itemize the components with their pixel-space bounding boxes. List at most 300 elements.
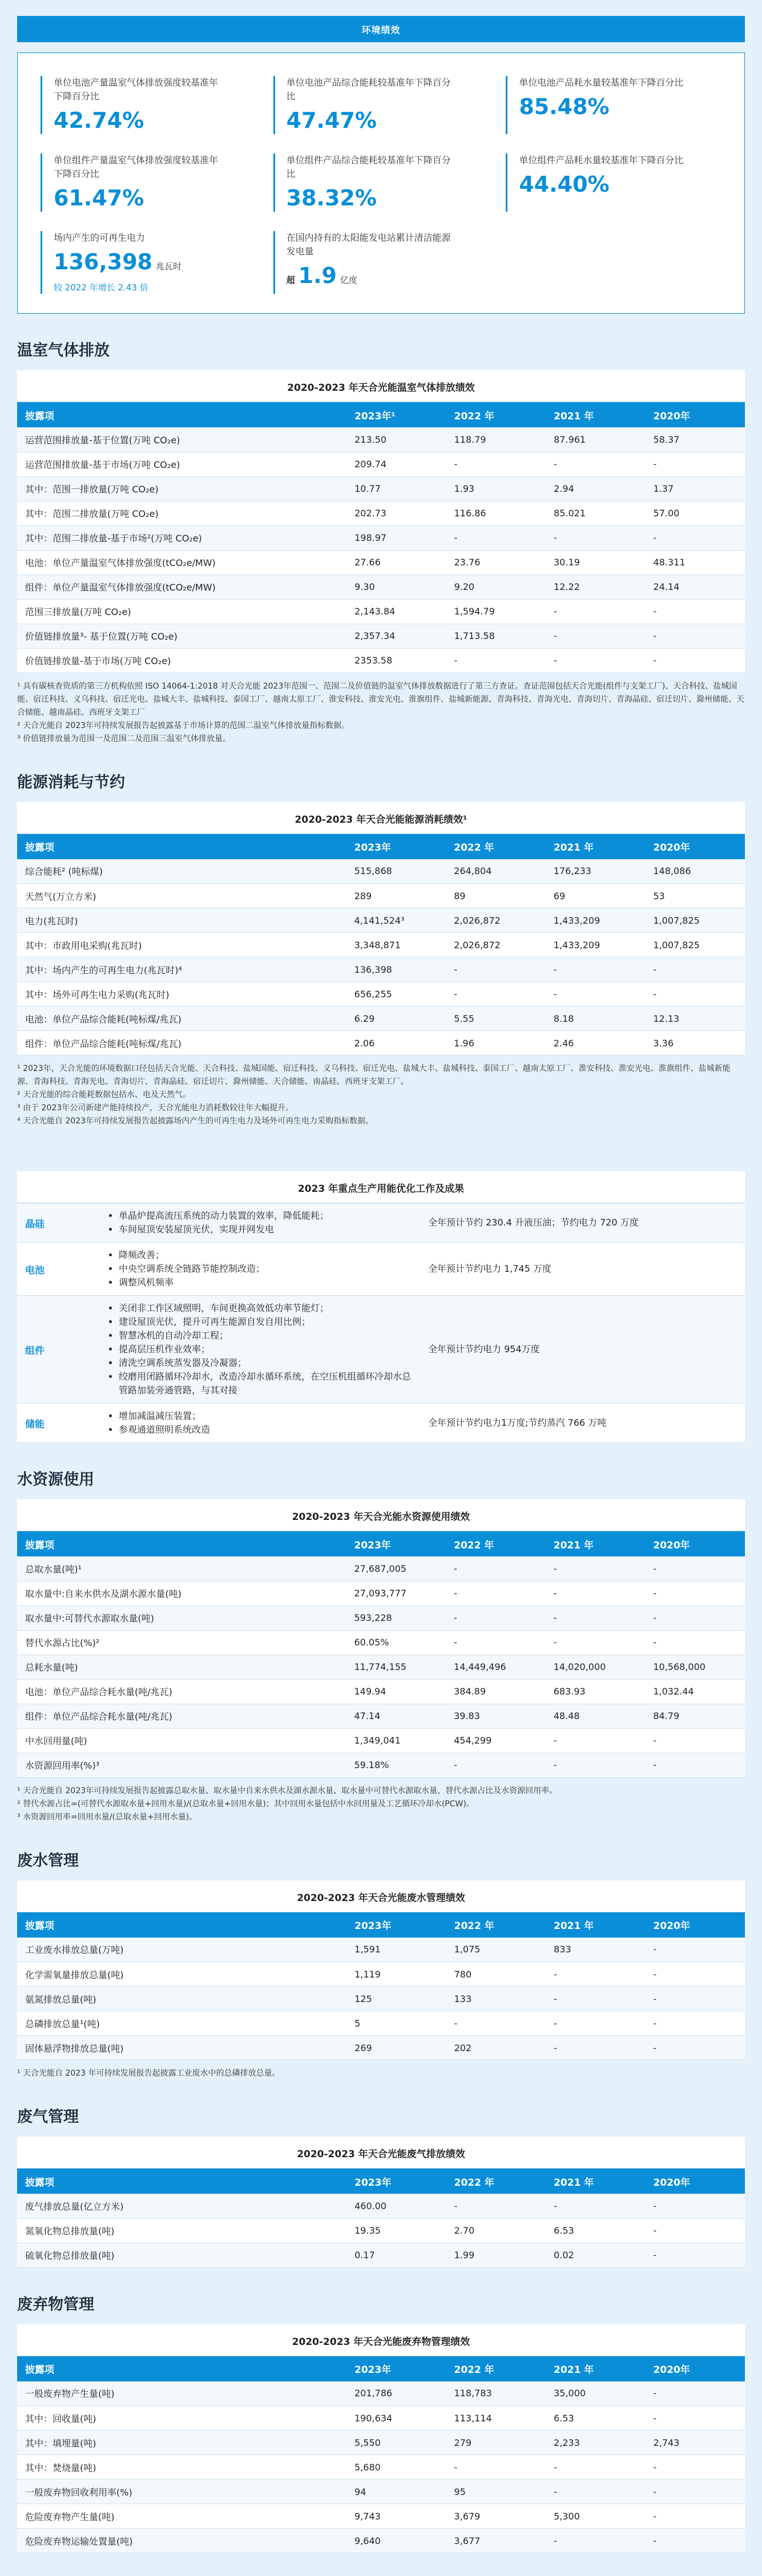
table-cell: - xyxy=(446,525,546,550)
footnote: ³ 水资源回用率=回用水量/(总取水量+回用水量)。 xyxy=(17,1812,197,1822)
table-cell: 515,868 xyxy=(346,859,446,884)
table-cell: 2,026,872 xyxy=(446,908,546,933)
achievement-category: 晶硅 xyxy=(25,1218,45,1230)
column-header: 2021 年 xyxy=(546,1531,646,1556)
achievement-measures xyxy=(91,1296,422,1403)
table-cell: - xyxy=(646,2480,745,2504)
kpi-prefix: 超 xyxy=(286,275,295,285)
table-cell: 27,687,005 xyxy=(346,1556,446,1581)
table-cell: - xyxy=(645,1728,745,1753)
table-cell: - xyxy=(446,1753,546,1777)
column-header: 披露项 xyxy=(17,834,346,859)
table-row xyxy=(17,2218,745,2243)
table-cell: 1,433,209 xyxy=(546,908,646,933)
section-heading: 温室气体排放 xyxy=(17,342,110,359)
kpi-value: 61.47% xyxy=(54,185,144,211)
table-row xyxy=(17,525,745,550)
table-cell: 0.02 xyxy=(546,2243,645,2267)
table-cell: 固体悬浮物排放总量(吨) xyxy=(17,2036,346,2060)
kpi-unit: 兆瓦时 xyxy=(156,261,182,272)
table-card xyxy=(17,1499,745,1778)
table-cell: 3.36 xyxy=(645,1031,745,1056)
table-cell: 24.14 xyxy=(646,575,745,599)
table-title: 2023 年重点生产用能优化工作及成果 xyxy=(17,1171,745,1203)
table-cell: 47.14 xyxy=(346,1704,446,1728)
achievement-category: 电池 xyxy=(25,1264,45,1276)
table-cell: 95 xyxy=(446,2480,546,2504)
column-header: 2022 年 xyxy=(446,2169,546,2194)
table-cell: 一般废弃物回收利用率(%) xyxy=(17,2480,346,2504)
table-cell: 5,680 xyxy=(346,2455,446,2480)
table-cell: 废气排放总量(亿立方米) xyxy=(17,2194,346,2218)
table-row xyxy=(17,1006,745,1031)
column-header: 2022 年 xyxy=(446,834,546,859)
table-cell: 总磷排放总量¹(吨) xyxy=(17,2011,346,2036)
table-cell: - xyxy=(446,1630,546,1655)
column-header: 2020年 xyxy=(646,1912,745,1938)
kpi-card-green-power xyxy=(41,231,256,294)
table-cell: - xyxy=(646,624,745,648)
table-cell: 289 xyxy=(346,884,446,908)
table-row xyxy=(17,476,745,501)
column-header: 2022 年 xyxy=(446,1531,546,1556)
measure-item: • 关闭非工作区域照明，车间更换高效低功率节能灯； xyxy=(119,1301,417,1315)
table-cell: - xyxy=(646,2529,745,2553)
table-cell: - xyxy=(646,2381,745,2406)
footnotes xyxy=(17,680,745,746)
measure-item: • 降频改善； xyxy=(119,1248,417,1262)
table-cell: 39.83 xyxy=(446,1704,546,1728)
table-cell: 84.79 xyxy=(645,1704,745,1728)
table-row xyxy=(17,648,745,673)
table-cell: 其中：范围二排放量-基于市场²(万吨 CO₂e) xyxy=(17,525,346,550)
table-cell: - xyxy=(546,957,646,982)
table-row xyxy=(17,1728,745,1753)
table-cell: 1.99 xyxy=(446,2243,546,2267)
table-card xyxy=(17,370,745,673)
column-header: 2023年 xyxy=(346,1912,446,1938)
table-cell: 工业废水排放总量(万吨) xyxy=(17,1938,346,1962)
table-cell: - xyxy=(645,957,745,982)
table-cell: 1,075 xyxy=(446,1938,546,1962)
table-cell: 5,550 xyxy=(346,2431,446,2455)
table-cell: - xyxy=(446,2011,546,2036)
table-cell: 656,255 xyxy=(346,982,446,1006)
table-cell: 201,786 xyxy=(346,2381,446,2406)
table-cell: 27.66 xyxy=(346,550,446,575)
table-cell: 279 xyxy=(446,2431,546,2455)
table-cell: 209.74 xyxy=(346,452,446,476)
table-cell: - xyxy=(546,1728,646,1753)
table-cell: 组件：单位产品综合能耗(吨标煤/兆瓦) xyxy=(17,1031,346,1056)
table-cell: 0.17 xyxy=(346,2243,446,2267)
measure-item: • 中央空调系统全链路节能控制改造； xyxy=(119,1262,417,1276)
table-cell: 其中：范围一排放量(万吨 CO₂e) xyxy=(17,476,346,501)
section-heading: 水资源使用 xyxy=(17,1471,94,1489)
data-table xyxy=(17,1912,745,2061)
column-header: 2023年¹ xyxy=(346,402,446,427)
kpi-card xyxy=(41,76,256,134)
table-cell: 10.77 xyxy=(346,476,446,501)
table-cell: - xyxy=(645,1630,745,1655)
table-row xyxy=(17,1581,745,1606)
column-header: 披露项 xyxy=(17,402,346,427)
table-cell: 85.021 xyxy=(546,501,645,525)
waste-section xyxy=(17,2292,745,2554)
measure-item: • 参观通道照明系统改造 xyxy=(119,1423,417,1437)
table-cell: - xyxy=(546,452,645,476)
table-cell: 2.94 xyxy=(546,476,645,501)
table-cell: - xyxy=(546,2036,645,2060)
measure-item: • 调整风机频率 xyxy=(119,1276,417,1289)
column-header: 2020年 xyxy=(645,834,745,859)
table-cell: 58.37 xyxy=(646,427,745,452)
table-cell: 14,449,496 xyxy=(446,1655,546,1679)
table-cell: 1.96 xyxy=(446,1031,546,1056)
kpi-value: 136,398 xyxy=(54,249,153,274)
column-header: 2020年 xyxy=(646,402,745,427)
table-row xyxy=(17,2036,745,2060)
table-cell: 213.50 xyxy=(346,427,446,452)
achievement-row xyxy=(17,1243,745,1296)
table-cell: 12.22 xyxy=(546,575,645,599)
table-cell: 1.93 xyxy=(446,476,546,501)
kpi-card-solar xyxy=(273,231,489,294)
column-header: 2022 年 xyxy=(446,1912,546,1938)
table-cell: 87.961 xyxy=(546,427,645,452)
table-cell: 1.37 xyxy=(646,476,745,501)
table-cell: - xyxy=(646,648,745,673)
table-row xyxy=(17,1606,745,1630)
table-cell: 水资源回用率(%)³ xyxy=(17,1753,346,1777)
data-table xyxy=(17,2356,745,2554)
table-cell: 其中：回收量(吨) xyxy=(17,2406,346,2431)
table-cell: 组件：单位产品综合耗水量(吨/兆瓦) xyxy=(17,1704,346,1728)
table-cell: - xyxy=(446,452,546,476)
table-cell: - xyxy=(446,2455,546,2480)
table-cell: - xyxy=(645,982,745,1006)
table-row xyxy=(17,1753,745,1777)
measure-item: • 单晶炉提高流压系统的动力装置的效率，降低能耗； xyxy=(119,1209,417,1223)
kpi-card xyxy=(273,153,489,212)
table-cell: 683.93 xyxy=(546,1679,646,1704)
achievement-measures xyxy=(91,1404,422,1442)
table-cell: - xyxy=(546,2455,645,2480)
table-cell: 2,743 xyxy=(646,2431,745,2455)
table-cell: - xyxy=(546,2011,645,2036)
column-header: 披露项 xyxy=(17,1912,346,1938)
table-cell: 其中：范围二排放量(万吨 CO₂e) xyxy=(17,501,346,525)
table-cell: 190,634 xyxy=(346,2406,446,2431)
table-cell: - xyxy=(546,1962,645,1987)
section-heading: 废水管理 xyxy=(17,1851,79,1870)
table-cell: 氮氧化物总排放量(吨) xyxy=(17,2218,346,2243)
table-cell: - xyxy=(646,2218,745,2243)
section-heading: 废弃物管理 xyxy=(17,2295,94,2314)
table-cell: - xyxy=(646,2455,745,2480)
table-cell: - xyxy=(646,452,745,476)
table-cell: 11,774,155 xyxy=(346,1655,446,1679)
table-cell: - xyxy=(446,982,546,1006)
footnote: ³ 由于 2023年公司新建产能持续投产，天合光能电力消耗数较往年大幅提升。 xyxy=(17,1103,294,1113)
data-table xyxy=(17,1531,745,1778)
table-cell: 6.29 xyxy=(346,1006,446,1031)
footnote: ¹ 具有碳核查资质的第三方机构依照 ISO 14064-1:2018 对天合光能 2023年范围一、范围二及价值链的温室气体排放数据进行了第三方查证。查证范围包括天合光能(组件与支架工厂)、天合科技、盐城国能、宿迁科技、义乌科技、宿迁光电、盐城大丰、盐城科技、泰国工厂、越南太原工厂、淮安科技、淮安光电、淮旗组件、盐城新能源、青海科技、青海光电、青海切片、青海晶硅、宿迁切片、滁州储能、天合储能、越南晶硅、西班牙支架工厂 xyxy=(17,681,744,717)
table-cell: 危险废弃物运输处置量(吨) xyxy=(17,2529,346,2553)
achievement-measures xyxy=(91,1243,422,1295)
achievement-result: 全年预计节约 230.4 升液压油；节约电力 720 万度 xyxy=(428,1217,639,1228)
table-row xyxy=(17,1556,745,1581)
table-row xyxy=(17,550,745,575)
table-cell: 运营范围排放量-基于位置(万吨 CO₂e) xyxy=(17,427,346,452)
kpi-card xyxy=(273,76,489,134)
measure-item: • 增加减温减压装置； xyxy=(119,1409,417,1423)
table-cell: 2.06 xyxy=(346,1031,446,1056)
column-header: 2023年 xyxy=(346,1531,446,1556)
table-cell: - xyxy=(546,1630,646,1655)
table-cell: 30.19 xyxy=(546,550,645,575)
column-header: 披露项 xyxy=(17,2356,346,2381)
table-cell: 3,348,871 xyxy=(346,933,446,957)
table-cell: 1,594.79 xyxy=(446,599,546,624)
table-cell: 1,591 xyxy=(346,1938,446,1962)
table-cell: 9,640 xyxy=(346,2529,446,2553)
table-cell: 一般废弃物产生量(吨) xyxy=(17,2381,346,2406)
table-cell: - xyxy=(646,525,745,550)
section-heading: 废气管理 xyxy=(17,2108,79,2126)
table-cell: 9.30 xyxy=(346,575,446,599)
table-cell: 176,233 xyxy=(546,859,646,884)
table-cell: - xyxy=(645,1753,745,1777)
table-cell: - xyxy=(646,2504,745,2529)
achievement-result: 全年预计节约电力1万度;节约蒸汽 766 万吨 xyxy=(428,1417,607,1428)
footnotes xyxy=(17,2067,745,2080)
table-row xyxy=(17,2431,745,2455)
table-cell: 202.73 xyxy=(346,501,446,525)
table-cell: - xyxy=(546,2529,645,2553)
kpi-value: 44.40% xyxy=(519,172,610,197)
table-cell: 9,743 xyxy=(346,2504,446,2529)
table-cell: - xyxy=(646,599,745,624)
table-cell: 天然气(万立方米) xyxy=(17,884,346,908)
table-title: 2020-2023 年天合光能温室气体排放绩效 xyxy=(17,370,745,402)
data-table xyxy=(17,2169,745,2268)
table-cell: - xyxy=(446,1606,546,1630)
table-row xyxy=(17,452,745,476)
table-card xyxy=(17,802,745,1056)
table-title: 2020-2023 年天合光能能源消耗绩效¹ xyxy=(17,802,745,834)
footnotes xyxy=(17,1785,745,1824)
table-cell: 593,228 xyxy=(346,1606,446,1630)
footnote: ¹ 2023年，天合光能的环境数据口径包括天合光能、天合科技、盐城国能、宿迁科技、义乌科技、宿迁光电、盐城大丰、盐城科技、泰国工厂、越南太原工厂、淮安科技、淮安光电、淮旗组件、盐城新能源、青海科技、青海光电、青海切片、青海晶硅、宿迁切片、滁州储能、天合储能、南晶硅、西班牙支架工厂。 xyxy=(17,1064,731,1086)
table-cell: - xyxy=(646,2011,745,2036)
table-row xyxy=(17,2480,745,2504)
table-row xyxy=(17,884,745,908)
column-header: 2023年 xyxy=(346,834,446,859)
table-cell: 5.55 xyxy=(446,1006,546,1031)
table-cell: 2.46 xyxy=(546,1031,646,1056)
table-row xyxy=(17,2455,745,2480)
table-cell: - xyxy=(646,1987,745,2011)
table-row xyxy=(17,1655,745,1679)
table-cell: 8.18 xyxy=(546,1006,646,1031)
table-row xyxy=(17,2194,745,2218)
column-header: 2020年 xyxy=(645,1531,745,1556)
column-header: 披露项 xyxy=(17,2169,346,2194)
column-header: 2022 年 xyxy=(446,2356,546,2381)
column-header: 2023年 xyxy=(346,2356,446,2381)
achievements-table xyxy=(17,1171,745,1443)
table-cell: 5 xyxy=(346,2011,446,2036)
table-cell: 电力(兆瓦时) xyxy=(17,908,346,933)
table-cell: 范围三排放量(万吨 CO₂e) xyxy=(17,599,346,624)
table-cell: 1,007,825 xyxy=(645,908,745,933)
achievement-category: 组件 xyxy=(25,1345,45,1357)
table-card xyxy=(17,2137,745,2268)
table-row xyxy=(17,859,745,884)
kpi-label: 单位电池产量温室气体排放强度较基准年下降百分比 xyxy=(54,77,219,102)
column-header: 2021 年 xyxy=(546,1912,645,1938)
achievement-row xyxy=(17,1203,745,1243)
table-cell: 10,568,000 xyxy=(645,1655,745,1679)
table-cell: 其中：市政用电采购(兆瓦时) xyxy=(17,933,346,957)
table-title: 2020-2023 年天合光能废气排放绩效 xyxy=(17,2137,745,2169)
table-cell: - xyxy=(646,1938,745,1962)
table-cell: 118.79 xyxy=(446,427,546,452)
table-row xyxy=(17,908,745,933)
measure-item: • 提高层压机作业效率； xyxy=(119,1342,417,1356)
table-cell: - xyxy=(645,1606,745,1630)
table-cell: 48.311 xyxy=(646,550,745,575)
column-header: 2021 年 xyxy=(546,402,645,427)
table-cell: 2353.58 xyxy=(346,648,446,673)
achievement-category: 储能 xyxy=(25,1418,45,1430)
table-cell: - xyxy=(446,957,546,982)
table-cell: 中水回用量(吨) xyxy=(17,1728,346,1753)
table-cell: 取水量中:自来水供水及湖水源水量(吨) xyxy=(17,1581,346,1606)
table-cell: 116.86 xyxy=(446,501,546,525)
wastegas-section xyxy=(17,2104,745,2268)
table-row xyxy=(17,957,745,982)
table-row xyxy=(17,1630,745,1655)
column-header: 2023年 xyxy=(346,2169,446,2194)
table-cell: 价值链排放量-基于市场(万吨 CO₂e) xyxy=(17,648,346,673)
table-cell: 2.70 xyxy=(446,2218,546,2243)
kpi-value: 47.47% xyxy=(286,108,377,133)
table-cell: 23.76 xyxy=(446,550,546,575)
footnote: ¹ 天合光能自 2023年可持续发展报告起披露总取水量、取水量中自来水供水及湖水源水量、取水量中可替代水源取水量、替代水源占比及水资源回用率。 xyxy=(17,1786,558,1795)
kpi-label: 单位组件产品综合能耗较基准年下降百分比 xyxy=(286,155,451,179)
kpi-label: 单位组件产品耗水量较基准年下降百分比 xyxy=(519,155,684,165)
table-cell: 电池：单位产品综合耗水量(吨/兆瓦) xyxy=(17,1679,346,1704)
table-cell: 取水量中:可替代水源取水量(吨) xyxy=(17,1606,346,1630)
footnote: ³ 价值链排放量为范围一及范围二及范围三温室气体排放量。 xyxy=(17,734,231,743)
table-cell: 59.18% xyxy=(346,1753,446,1777)
table-cell: 136,398 xyxy=(346,957,446,982)
table-cell: 1,713.58 xyxy=(446,624,546,648)
ghg-section xyxy=(17,338,745,746)
kpi-value: 42.74% xyxy=(54,108,144,133)
table-cell: 2,357.34 xyxy=(346,624,446,648)
table-cell: 53 xyxy=(645,884,745,908)
table-cell: 780 xyxy=(446,1962,546,1987)
measure-item: • 车间屋顶安装屋顶光伏，实现并网发电 xyxy=(119,1223,417,1236)
table-cell: 2,143.84 xyxy=(346,599,446,624)
measure-item: • 智慧冰机的自动冷却工程； xyxy=(119,1329,417,1342)
table-cell: 6.53 xyxy=(546,2218,645,2243)
column-header: 披露项 xyxy=(17,1531,346,1556)
footnote: ⁴ 天合光能自 2023年可持续发展报告起披露场内产生的可再生电力及场外可再生电力采购指标数据。 xyxy=(17,1117,374,1126)
table-row xyxy=(17,1704,745,1728)
measure-item: • 清洗空调系统蒸发器及冷凝器； xyxy=(119,1356,417,1370)
table-cell: 其中：焚烧量(吨) xyxy=(17,2455,346,2480)
table-row xyxy=(17,2504,745,2529)
table-cell: 833 xyxy=(546,1938,645,1962)
table-row xyxy=(17,624,745,648)
table-cell: 384.89 xyxy=(446,1679,546,1704)
top-banner: 环境绩效 xyxy=(17,16,745,42)
table-cell: - xyxy=(546,1556,646,1581)
table-cell: 综合能耗² (吨标煤) xyxy=(17,859,346,884)
table-cell: - xyxy=(646,1962,745,1987)
table-cell: - xyxy=(546,525,645,550)
table-cell: 35,000 xyxy=(546,2381,645,2406)
table-cell: 价值链排放量³- 基于位置(万吨 CO₂e) xyxy=(17,624,346,648)
data-table xyxy=(17,834,745,1056)
table-cell: - xyxy=(546,1606,646,1630)
table-cell: 总取水量(吨)¹ xyxy=(17,1556,346,1581)
table-row xyxy=(17,2243,745,2267)
table-cell: - xyxy=(646,2194,745,2218)
table-row xyxy=(17,501,745,525)
table-cell: 460.00 xyxy=(346,2194,446,2218)
kpi-label: 单位电池产品耗水量较基准年下降百分比 xyxy=(519,77,684,88)
measure-item: • 绞磨用闭路循环冷却水，改造冷却水循环系统，在空压机组循环冷却水总管路加装旁通管路，与其对接 xyxy=(119,1370,417,1397)
table-cell: 电池：单位产量温室气体排放强度(tCO₂e/MW) xyxy=(17,550,346,575)
table-cell: 电池：单位产品综合能耗(吨标煤/兆瓦) xyxy=(17,1006,346,1031)
kpi-sub: 较 2022 年增长 2.43 倍 xyxy=(54,282,148,293)
wastewater-section xyxy=(17,1848,745,2081)
column-header: 2021 年 xyxy=(546,2356,645,2381)
water-section xyxy=(17,1467,745,1824)
table-cell: 94 xyxy=(346,2480,446,2504)
kpi-label: 单位电池产品综合能耗较基准年下降百分比 xyxy=(286,77,451,102)
table-cell: 5,300 xyxy=(546,2504,645,2529)
table-cell: 69 xyxy=(546,884,646,908)
table-cell: - xyxy=(446,1581,546,1606)
column-header: 2020年 xyxy=(646,2169,745,2194)
table-cell: 2,233 xyxy=(546,2431,645,2455)
table-cell: 1,119 xyxy=(346,1962,446,1987)
table-row xyxy=(17,1679,745,1704)
achievement-row xyxy=(17,1404,745,1443)
table-cell: 1,433,209 xyxy=(546,933,646,957)
table-card xyxy=(17,1881,745,2061)
table-cell: - xyxy=(646,2243,745,2267)
table-cell: 4,141,524³ xyxy=(346,908,446,933)
table-cell: - xyxy=(546,982,646,1006)
table-cell: 替代水源占比(%)² xyxy=(17,1630,346,1655)
footnote: ² 天合光能自 2023年可持续发展报告起披露基于市场计算的范围二温室气体排放量指标数据。 xyxy=(17,721,350,730)
footnote: ² 替代水源占比=(可替代水源取水量+回用水量)/(总取水量+回用水量)；其中回用水量包括中水回用量及工艺循环冷却水(PCW)。 xyxy=(17,1799,474,1809)
kpi-label: 场内产生的可再生电力 xyxy=(54,232,146,243)
table-cell: 198.97 xyxy=(346,525,446,550)
table-row xyxy=(17,2381,745,2406)
table-cell: - xyxy=(546,624,645,648)
table-cell: 12.13 xyxy=(645,1006,745,1031)
achievement-result: 全年预计节约电力 1,745 万度 xyxy=(428,1263,551,1274)
table-cell: 3,677 xyxy=(446,2529,546,2553)
